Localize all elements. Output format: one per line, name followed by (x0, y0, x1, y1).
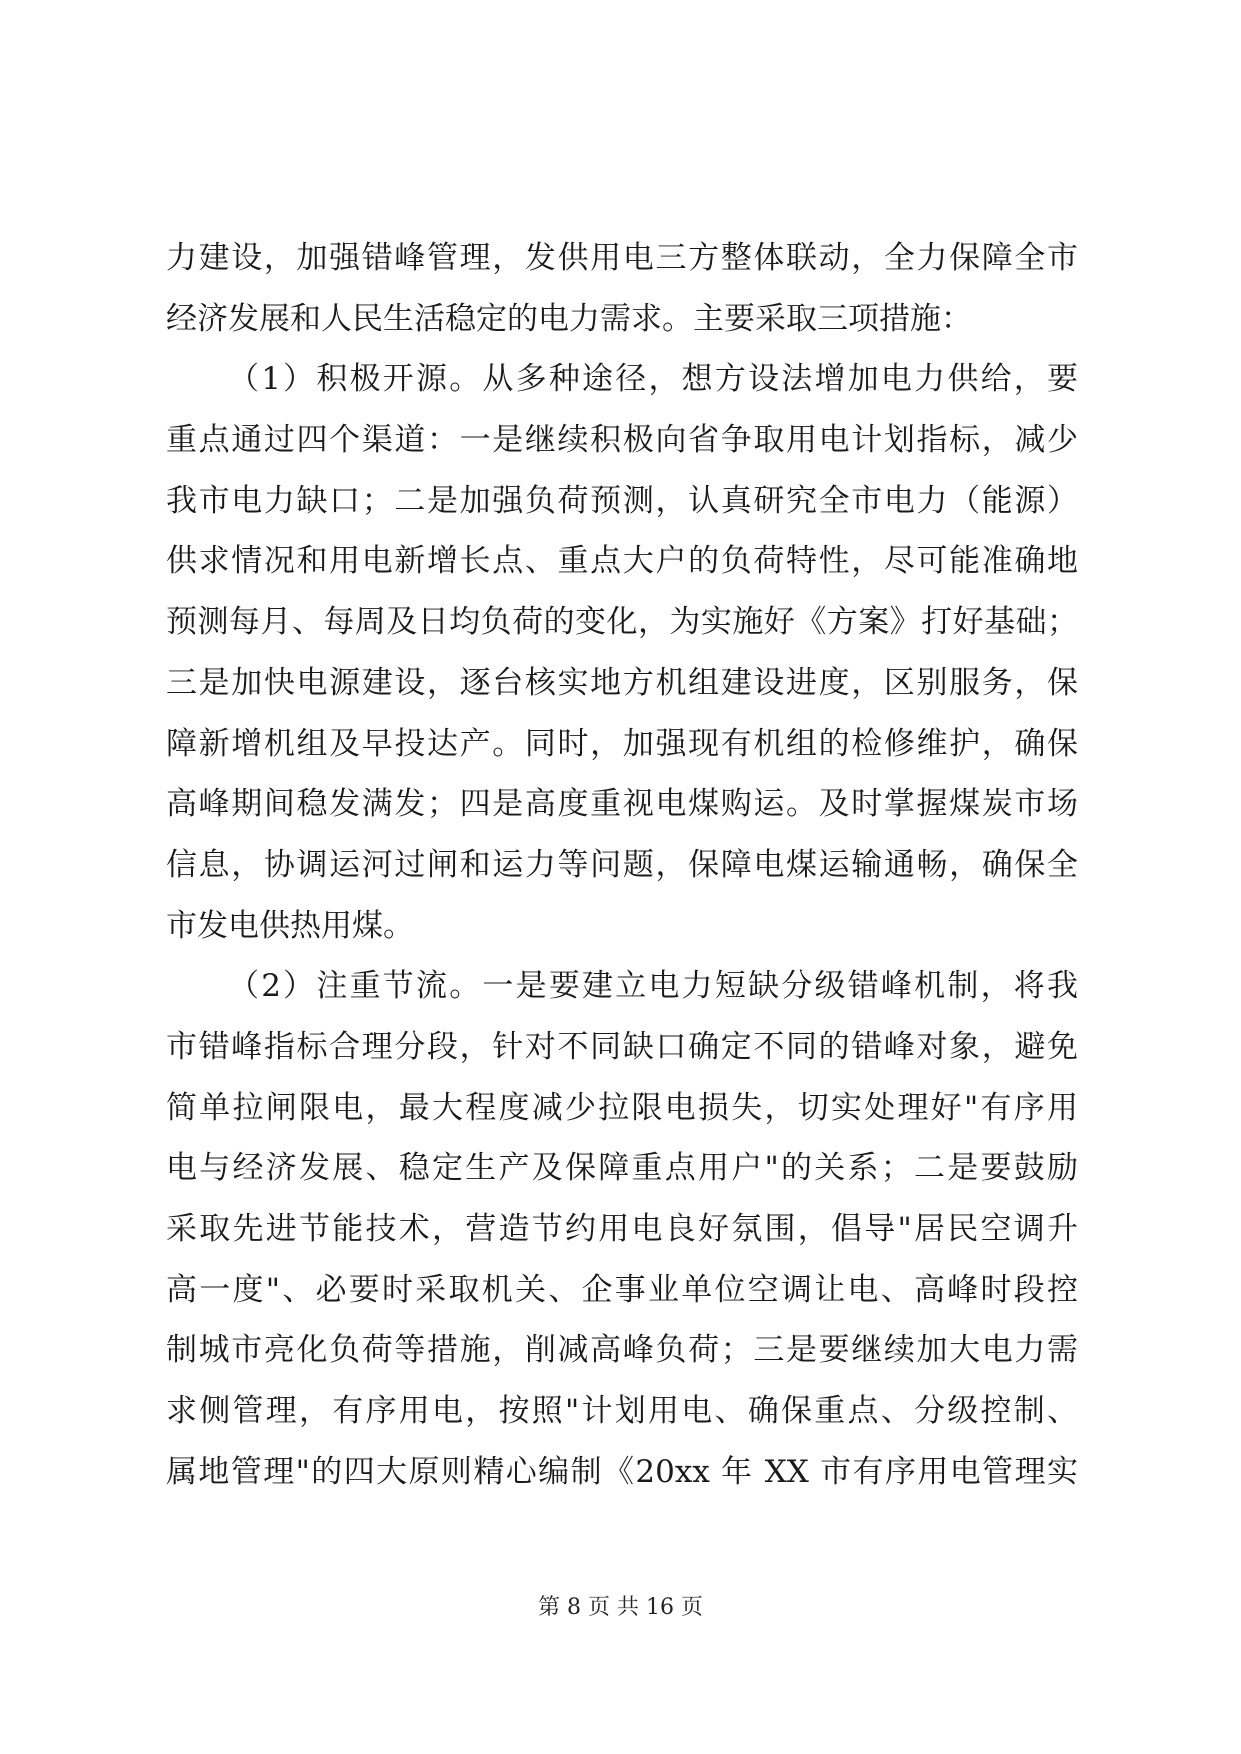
text-line: 求侧管理，有序用电，按照"计划用电、确保重点、分级控制、 (166, 1393, 1078, 1430)
text-line: 电与经济发展、稳定生产及保障重点用户"的关系；二是要鼓励 (166, 1150, 1078, 1187)
text-line: 信息，协调运河过闸和运力等问题，保障电煤运输通畅，确保全 (166, 846, 1078, 883)
text-line: 力建设，加强错峰管理，发供用电三方整体联动，全力保障全市 (166, 240, 1078, 276)
text-line: 简单拉闸限电，最大程度减少拉限电损失，切实处理好"有序用 (166, 1089, 1078, 1126)
text-line: 市发电供热用煤。 (166, 907, 414, 944)
text-line: 市错峰指标合理分段，针对不同缺口确定不同的错峰对象，避免 (166, 1028, 1078, 1065)
text-line: 采取先进节能技术，营造节约用电良好氛围，倡导"居民空调升 (166, 1211, 1078, 1247)
text-line: 障新增机组及早投达产。同时，加强现有机组的检修维护，确保 (166, 725, 1078, 762)
text-line: 重点通过四个渠道：一是继续积极向省争取用电计划指标，减少 (166, 422, 1078, 459)
text-line: 高一度"、必要时采取机关、企事业单位空调让电、高峰时段控 (166, 1271, 1078, 1308)
body-text (166, 228, 1078, 1502)
page-number-footer: 第 8 页 共 16 页 (538, 1595, 703, 1620)
paragraph-1-heading-line: （1）积极开源。从多种途径，想方设法增加电力供给，要 (228, 361, 1078, 398)
text-line: 三是加快电源建设，逐台核实地方机组建设进度，区别服务，保 (166, 664, 1078, 701)
text-line: 我市电力缺口；二是加强负荷预测，认真研究全市电力（能源） (166, 482, 1078, 519)
text-line: 属地管理"的四大原则精心编制《20xx 年 XX 市有序用电管理实 (166, 1453, 1078, 1490)
paragraph-2-heading-line: （2）注重节流。一是要建立电力短缺分级错峰机制，将我 (228, 968, 1078, 1005)
text-line: 预测每月、每周及日均负荷的变化，为实施好《方案》打好基础； (166, 604, 1078, 641)
text-line: 制城市亮化负荷等措施，削减高峰负荷；三是要继续加大电力需 (166, 1332, 1078, 1369)
text-line: 高峰期间稳发满发；四是高度重视电煤购运。及时掌握煤炭市场 (166, 786, 1078, 823)
text-line: 供求情况和用电新增长点、重点大户的负荷特性，尽可能准确地 (166, 543, 1078, 580)
text-line: 经济发展和人民生活稳定的电力需求。主要采取三项措施： (166, 300, 972, 337)
